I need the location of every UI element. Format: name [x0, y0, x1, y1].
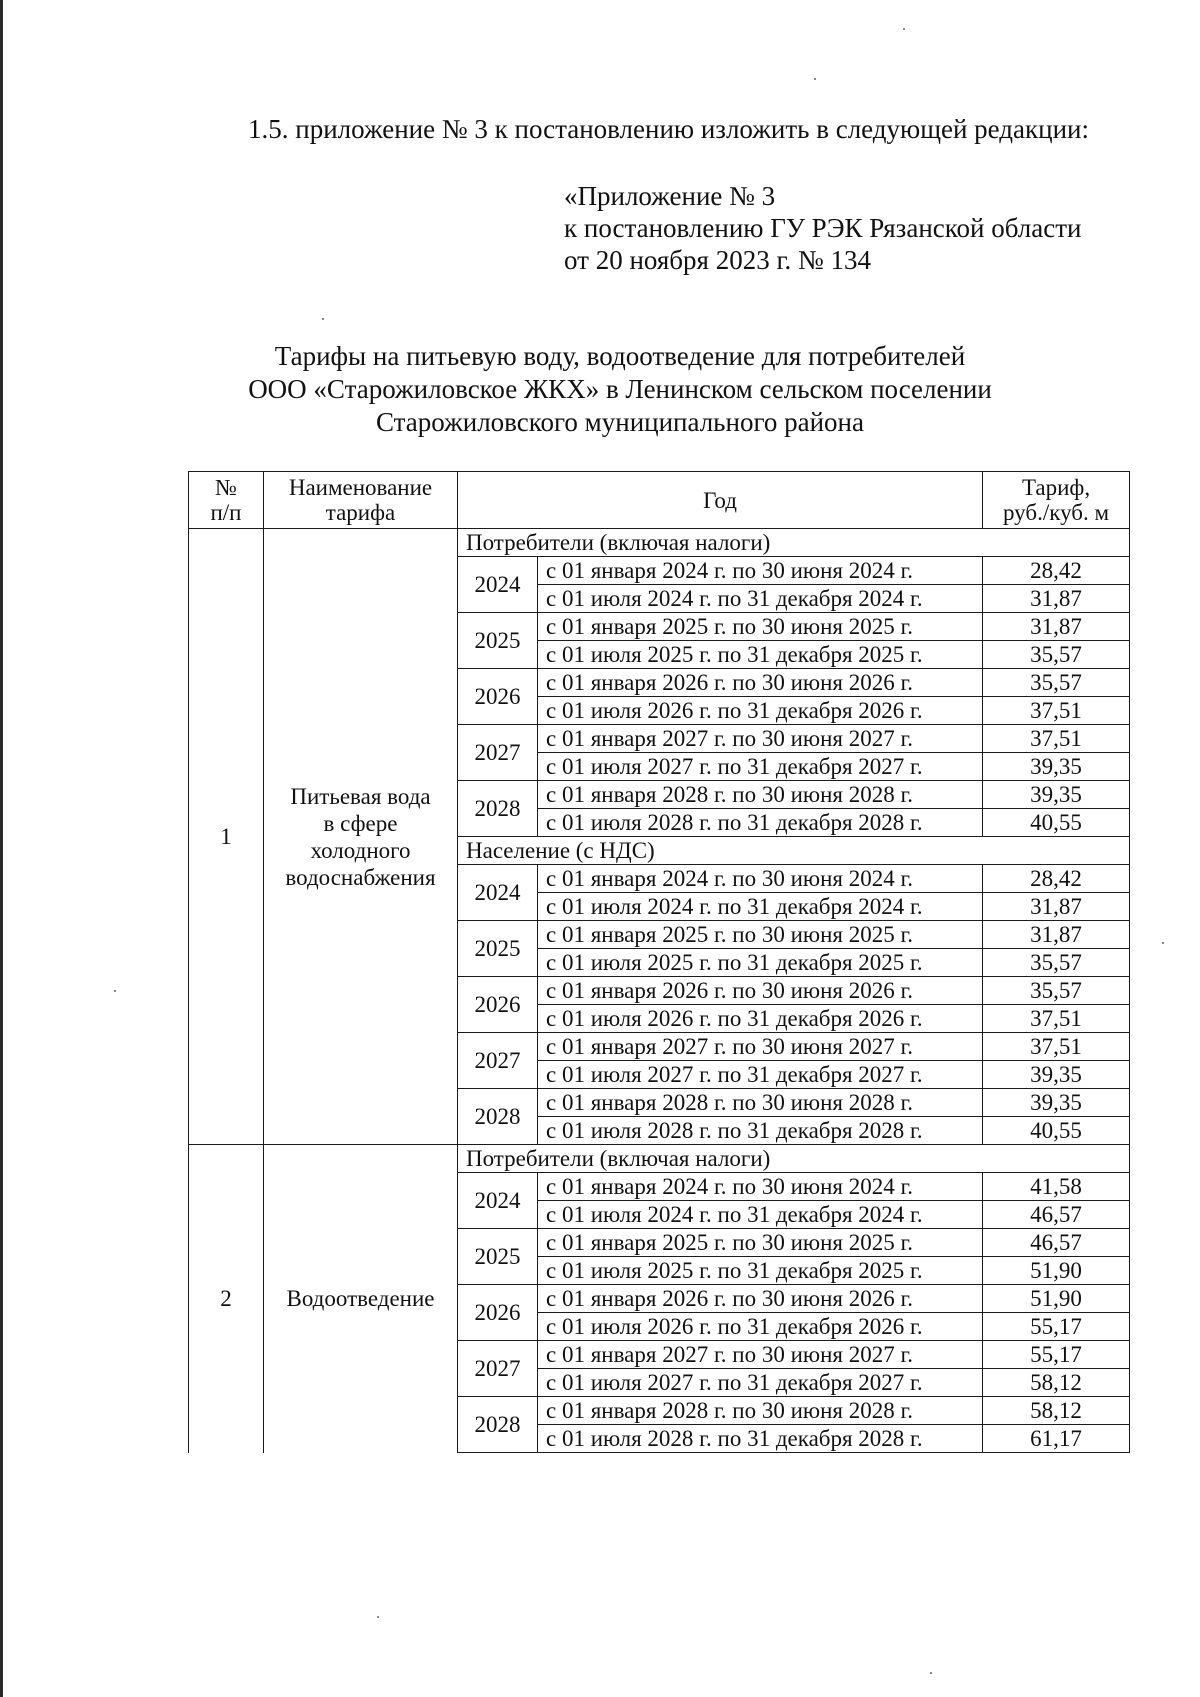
tariff-value-cell: 61,17	[983, 1425, 1130, 1453]
scan-speck	[114, 990, 116, 992]
group-row	[189, 1145, 1130, 1173]
year-cell: 2028	[458, 1397, 538, 1453]
period-cell: с 01 июля 2026 г. по 31 декабря 2026 г.	[538, 697, 983, 725]
tariff-name	[264, 1145, 458, 1453]
scan-speck	[1162, 942, 1164, 944]
period-cell: с 01 января 2028 г. по 30 июня 2028 г.	[538, 1089, 983, 1117]
year-cell: 2027	[458, 1341, 538, 1397]
row-number: 1	[189, 529, 264, 1145]
tariff-value-cell: 35,57	[983, 949, 1130, 977]
year-cell: 2024	[458, 1173, 538, 1229]
header-number: № п/п	[189, 472, 264, 529]
scan-speck	[903, 28, 905, 30]
tariff-name-line: в сфере	[323, 810, 398, 836]
appendix-reference	[564, 180, 1081, 276]
period-cell: с 01 января 2027 г. по 30 июня 2027 г.	[538, 1033, 983, 1061]
period-cell: с 01 января 2027 г. по 30 июня 2027 г.	[538, 1341, 983, 1369]
year-cell: 2024	[458, 557, 538, 613]
tariff-value-cell: 40,55	[983, 809, 1130, 837]
tariff-value-cell: 41,58	[983, 1173, 1130, 1201]
period-cell: с 01 июля 2025 г. по 31 декабря 2025 г.	[538, 949, 983, 977]
period-cell: с 01 января 2028 г. по 30 июня 2028 г.	[538, 1397, 983, 1425]
year-cell: 2026	[458, 977, 538, 1033]
scan-speck	[377, 1616, 379, 1618]
tariff-value-cell: 37,51	[983, 697, 1130, 725]
tariff-value-cell: 39,35	[983, 753, 1130, 781]
consumer-group-label: Население (с НДС)	[458, 837, 1130, 865]
period-cell: с 01 июля 2027 г. по 31 декабря 2027 г.	[538, 753, 983, 781]
tariff-value-cell: 51,90	[983, 1257, 1130, 1285]
tariff-value-cell: 35,57	[983, 669, 1130, 697]
tariff-value-cell: 51,90	[983, 1285, 1130, 1313]
period-cell: с 01 июля 2025 г. по 31 декабря 2025 г.	[538, 1257, 983, 1285]
period-cell: с 01 июля 2026 г. по 31 декабря 2026 г.	[538, 1313, 983, 1341]
tariff-value-cell: 37,51	[983, 1005, 1130, 1033]
tariff-name-line: водоснабжения	[285, 864, 436, 890]
tariff-value-cell: 37,51	[983, 1033, 1130, 1061]
tariff-value-cell: 35,57	[983, 977, 1130, 1005]
appendix-line: к постановлению ГУ РЭК Рязанской области	[564, 213, 1082, 243]
tariff-value-cell: 28,42	[983, 865, 1130, 893]
tariff-name-line: Питьевая вода	[290, 783, 431, 809]
period-cell: с 01 января 2025 г. по 30 июня 2025 г.	[538, 921, 983, 949]
period-cell: с 01 июля 2026 г. по 31 декабря 2026 г.	[538, 1005, 983, 1033]
header-tariff-value: Тариф, руб./куб. м	[983, 472, 1130, 529]
tariff-value-cell: 39,35	[983, 781, 1130, 809]
period-cell: с 01 июля 2024 г. по 31 декабря 2024 г.	[538, 585, 983, 613]
tariff-value-cell: 31,87	[983, 613, 1130, 641]
period-cell: с 01 июля 2028 г. по 31 декабря 2028 г.	[538, 1117, 983, 1145]
appendix-line: от 20 ноября 2023 г. № 134	[564, 245, 871, 275]
period-cell: с 01 января 2026 г. по 30 июня 2026 г.	[538, 669, 983, 697]
year-cell: 2024	[458, 865, 538, 921]
year-cell: 2026	[458, 669, 538, 725]
period-cell: с 01 января 2028 г. по 30 июня 2028 г.	[538, 781, 983, 809]
period-cell: с 01 июля 2024 г. по 31 декабря 2024 г.	[538, 1201, 983, 1229]
tariff-value-cell: 46,57	[983, 1201, 1130, 1229]
tariff-table	[188, 471, 1130, 1453]
year-cell: 2025	[458, 613, 538, 669]
tariff-value-cell: 39,35	[983, 1061, 1130, 1089]
tariff-value-cell: 31,87	[983, 585, 1130, 613]
title-line: Тарифы на питьевую воду, водоотведение для потребителей	[274, 341, 966, 371]
header-tariff-name: Наименование тарифа	[264, 472, 458, 529]
period-cell: с 01 января 2025 г. по 30 июня 2025 г.	[538, 613, 983, 641]
year-cell: 2025	[458, 1229, 538, 1285]
tariff-value-cell: 39,35	[983, 1089, 1130, 1117]
scan-speck	[322, 318, 324, 320]
period-cell: с 01 января 2024 г. по 30 июня 2024 г.	[538, 1173, 983, 1201]
tariff-value-cell: 31,87	[983, 893, 1130, 921]
row-number: 2	[189, 1145, 264, 1453]
period-cell: с 01 июля 2025 г. по 31 декабря 2025 г.	[538, 641, 983, 669]
period-cell: с 01 января 2027 г. по 30 июня 2027 г.	[538, 725, 983, 753]
year-cell: 2025	[458, 921, 538, 977]
appendix-line: «Приложение № 3	[564, 181, 776, 211]
tariff-value-cell: 58,12	[983, 1397, 1130, 1425]
tariff-value-cell: 28,42	[983, 557, 1130, 585]
scan-edge	[0, 0, 3, 1697]
table-header-row	[189, 472, 1130, 529]
period-cell: с 01 января 2024 г. по 30 июня 2024 г.	[538, 865, 983, 893]
header-year: Год	[458, 472, 983, 529]
period-cell: с 01 июля 2028 г. по 31 декабря 2028 г.	[538, 809, 983, 837]
period-cell: с 01 июля 2028 г. по 31 декабря 2028 г.	[538, 1425, 983, 1453]
period-cell: с 01 января 2026 г. по 30 июня 2026 г.	[538, 1285, 983, 1313]
group-row	[189, 529, 1130, 557]
year-cell: 2027	[458, 725, 538, 781]
tariff-value-cell: 58,12	[983, 1369, 1130, 1397]
period-cell: с 01 июля 2024 г. по 31 декабря 2024 г.	[538, 893, 983, 921]
scan-speck	[930, 1672, 932, 1674]
tariff-value-cell: 40,55	[983, 1117, 1130, 1145]
document-title	[190, 340, 1050, 439]
scan-speck	[814, 78, 816, 80]
period-cell: с 01 января 2024 г. по 30 июня 2024 г.	[538, 557, 983, 585]
tariff-name	[264, 529, 458, 1145]
tariff-value-cell: 55,17	[983, 1313, 1130, 1341]
title-line: Старожиловского муниципального района	[376, 407, 864, 437]
tariff-value-cell: 31,87	[983, 921, 1130, 949]
year-cell: 2027	[458, 1033, 538, 1089]
consumer-group-label: Потребители (включая налоги)	[458, 529, 1130, 557]
tariff-value-cell: 55,17	[983, 1341, 1130, 1369]
period-cell: с 01 января 2026 г. по 30 июня 2026 г.	[538, 977, 983, 1005]
year-cell: 2028	[458, 781, 538, 837]
table-body	[189, 529, 1130, 1453]
intro-paragraph: 1.5. приложение № 3 к постановлению изложить в следующей редакции:	[248, 114, 1089, 144]
consumer-group-label: Потребители (включая налоги)	[458, 1145, 1130, 1173]
tariff-value-cell: 46,57	[983, 1229, 1130, 1257]
year-cell: 2026	[458, 1285, 538, 1341]
period-cell: с 01 июля 2027 г. по 31 декабря 2027 г.	[538, 1369, 983, 1397]
tariff-value-cell: 35,57	[983, 641, 1130, 669]
period-cell: с 01 июля 2027 г. по 31 декабря 2027 г.	[538, 1061, 983, 1089]
tariff-value-cell: 37,51	[983, 725, 1130, 753]
period-cell: с 01 января 2025 г. по 30 июня 2025 г.	[538, 1229, 983, 1257]
title-line: ООО «Старожиловское ЖКХ» в Ленинском сельском поселении	[248, 374, 992, 404]
tariff-name-line: холодного	[310, 837, 411, 863]
year-cell: 2028	[458, 1089, 538, 1145]
tariff-name-line: Водоотведение	[286, 1286, 435, 1312]
